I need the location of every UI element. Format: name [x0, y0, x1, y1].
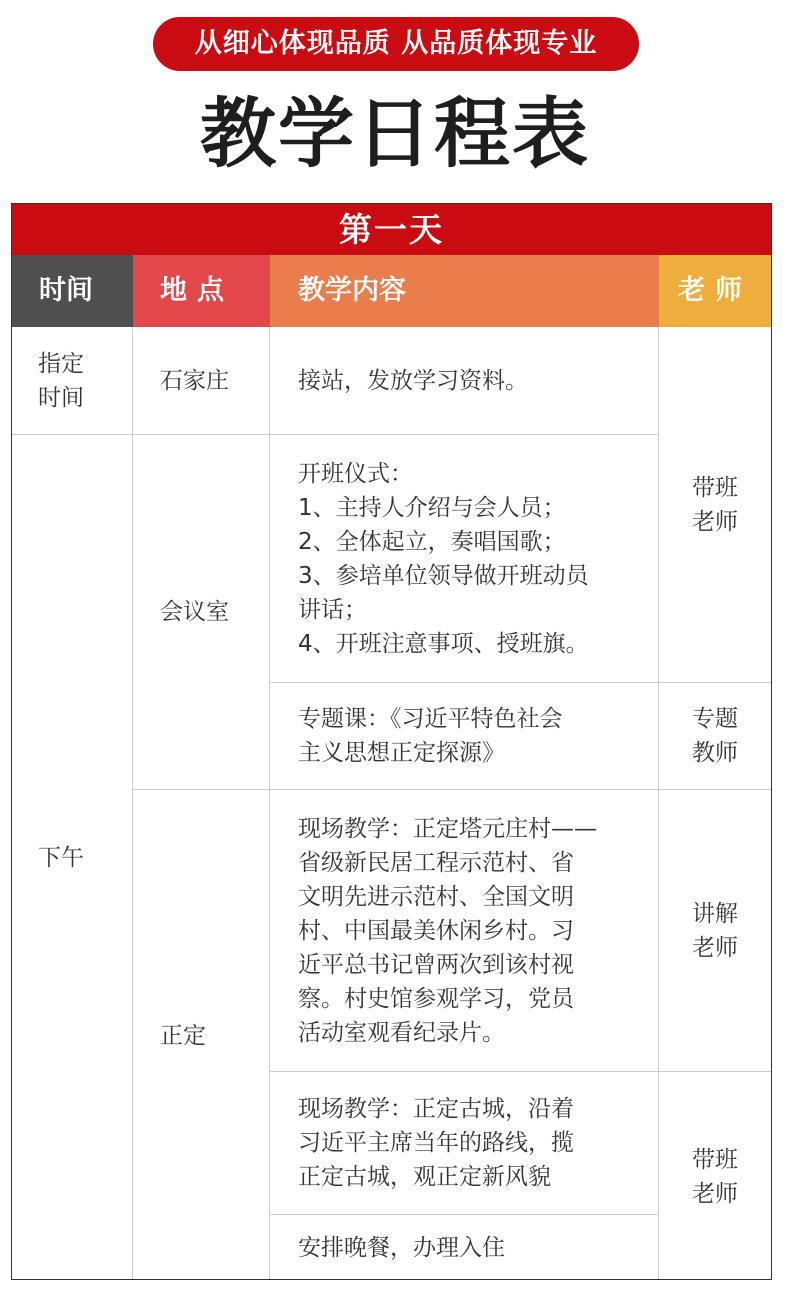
text-line: 近平总书记曾两次到该村视 [298, 951, 574, 978]
teacher-cell-4 [659, 1072, 771, 1280]
time-cell-text [38, 347, 84, 415]
text-line: 习近平主席当年的路线，揽 [298, 1130, 574, 1156]
text-line: 现场教学：正定塔元庄村—— [298, 815, 597, 842]
place-cell-shijiazhuang [133, 327, 270, 435]
text-line: 时间 [38, 384, 84, 411]
text-line: 省级新民居工程示范村、省 [298, 849, 574, 876]
content-cell-6 [270, 1215, 659, 1280]
text-line: 专题 [692, 706, 738, 732]
header-place: 地点 [133, 255, 270, 327]
text-line: 讲话； [298, 596, 367, 623]
text-line: 4、开班注意事项、授班旗。 [298, 630, 589, 657]
text-line: 带班 [692, 1146, 738, 1173]
text-line: 安排晚餐，办理入住 [298, 1235, 505, 1261]
content-cell-text [298, 457, 589, 661]
text-line: 村、中国最美休闲乡村。习 [298, 917, 574, 944]
text-line: 教师 [692, 740, 738, 766]
teacher-cell-text [692, 897, 738, 965]
text-line: 老师 [692, 1180, 738, 1207]
text-line: 带班 [692, 474, 738, 501]
time-cell-arrival [12, 327, 133, 435]
time-cell-text: 下午 [38, 845, 84, 871]
text-line: 老师 [692, 508, 738, 535]
time-cell-afternoon [12, 435, 133, 1280]
slogan-banner: 从细心体现品质 从品质体现专业 [153, 17, 639, 71]
teacher-cell-2 [659, 683, 771, 790]
text-line: 老师 [692, 934, 738, 961]
place-cell-text: 会议室 [160, 599, 229, 625]
place-cell-text: 正定 [160, 1022, 206, 1049]
text-line: 接站，发放学习资料。 [298, 367, 528, 394]
text-line: 开班仪式： [298, 460, 413, 487]
text-line: 1、主持人介绍与会人员； [298, 494, 566, 521]
content-cell-3 [270, 683, 659, 790]
content-cell-5 [270, 1072, 659, 1215]
content-cell-1 [270, 327, 659, 435]
content-cell-4 [270, 790, 659, 1072]
content-cell-text [298, 702, 563, 770]
content-cell-text [298, 364, 528, 398]
text-line: 文明先进示范村、全国文明 [298, 883, 574, 910]
schedule-table [11, 203, 772, 1280]
place-cell-meeting-room [133, 435, 270, 790]
header-time: 时间 [12, 255, 133, 327]
text-line: 2、全体起立，奏唱国歌； [298, 528, 566, 555]
teacher-cell-text [692, 702, 738, 770]
text-line: 活动室观看纪录片。 [298, 1019, 505, 1046]
text-line: 指定 [38, 350, 84, 377]
day-header: 第一天 [12, 204, 771, 255]
teacher-cell-1 [659, 327, 771, 683]
text-line: 讲解 [692, 900, 738, 927]
content-cell-2 [270, 435, 659, 683]
header-teacher: 老师 [659, 255, 771, 327]
text-line: 3、参培单位领导做开班动员 [298, 562, 589, 589]
teacher-cell-text [692, 1143, 738, 1211]
content-cell-text [298, 812, 597, 1050]
text-line: 察。村史馆参观学习，党员 [298, 985, 574, 1012]
text-line: 现场教学：正定古城，沿着 [298, 1096, 574, 1122]
page-title: 教学日程表 [200, 89, 590, 178]
content-cell-text [298, 1092, 574, 1194]
content-cell-text [298, 1231, 505, 1265]
text-line: 专题课：《习近平特色社会 [298, 706, 563, 732]
place-cell-text: 石家庄 [160, 367, 229, 394]
text-line: 正定古城，观正定新风貌 [298, 1164, 551, 1190]
text-line: 主义思想正定探源》 [298, 740, 505, 766]
teacher-cell-text [692, 471, 738, 539]
place-cell-zhengding [133, 790, 270, 1280]
teacher-cell-3 [659, 790, 771, 1072]
header-content: 教学内容 [270, 255, 659, 327]
